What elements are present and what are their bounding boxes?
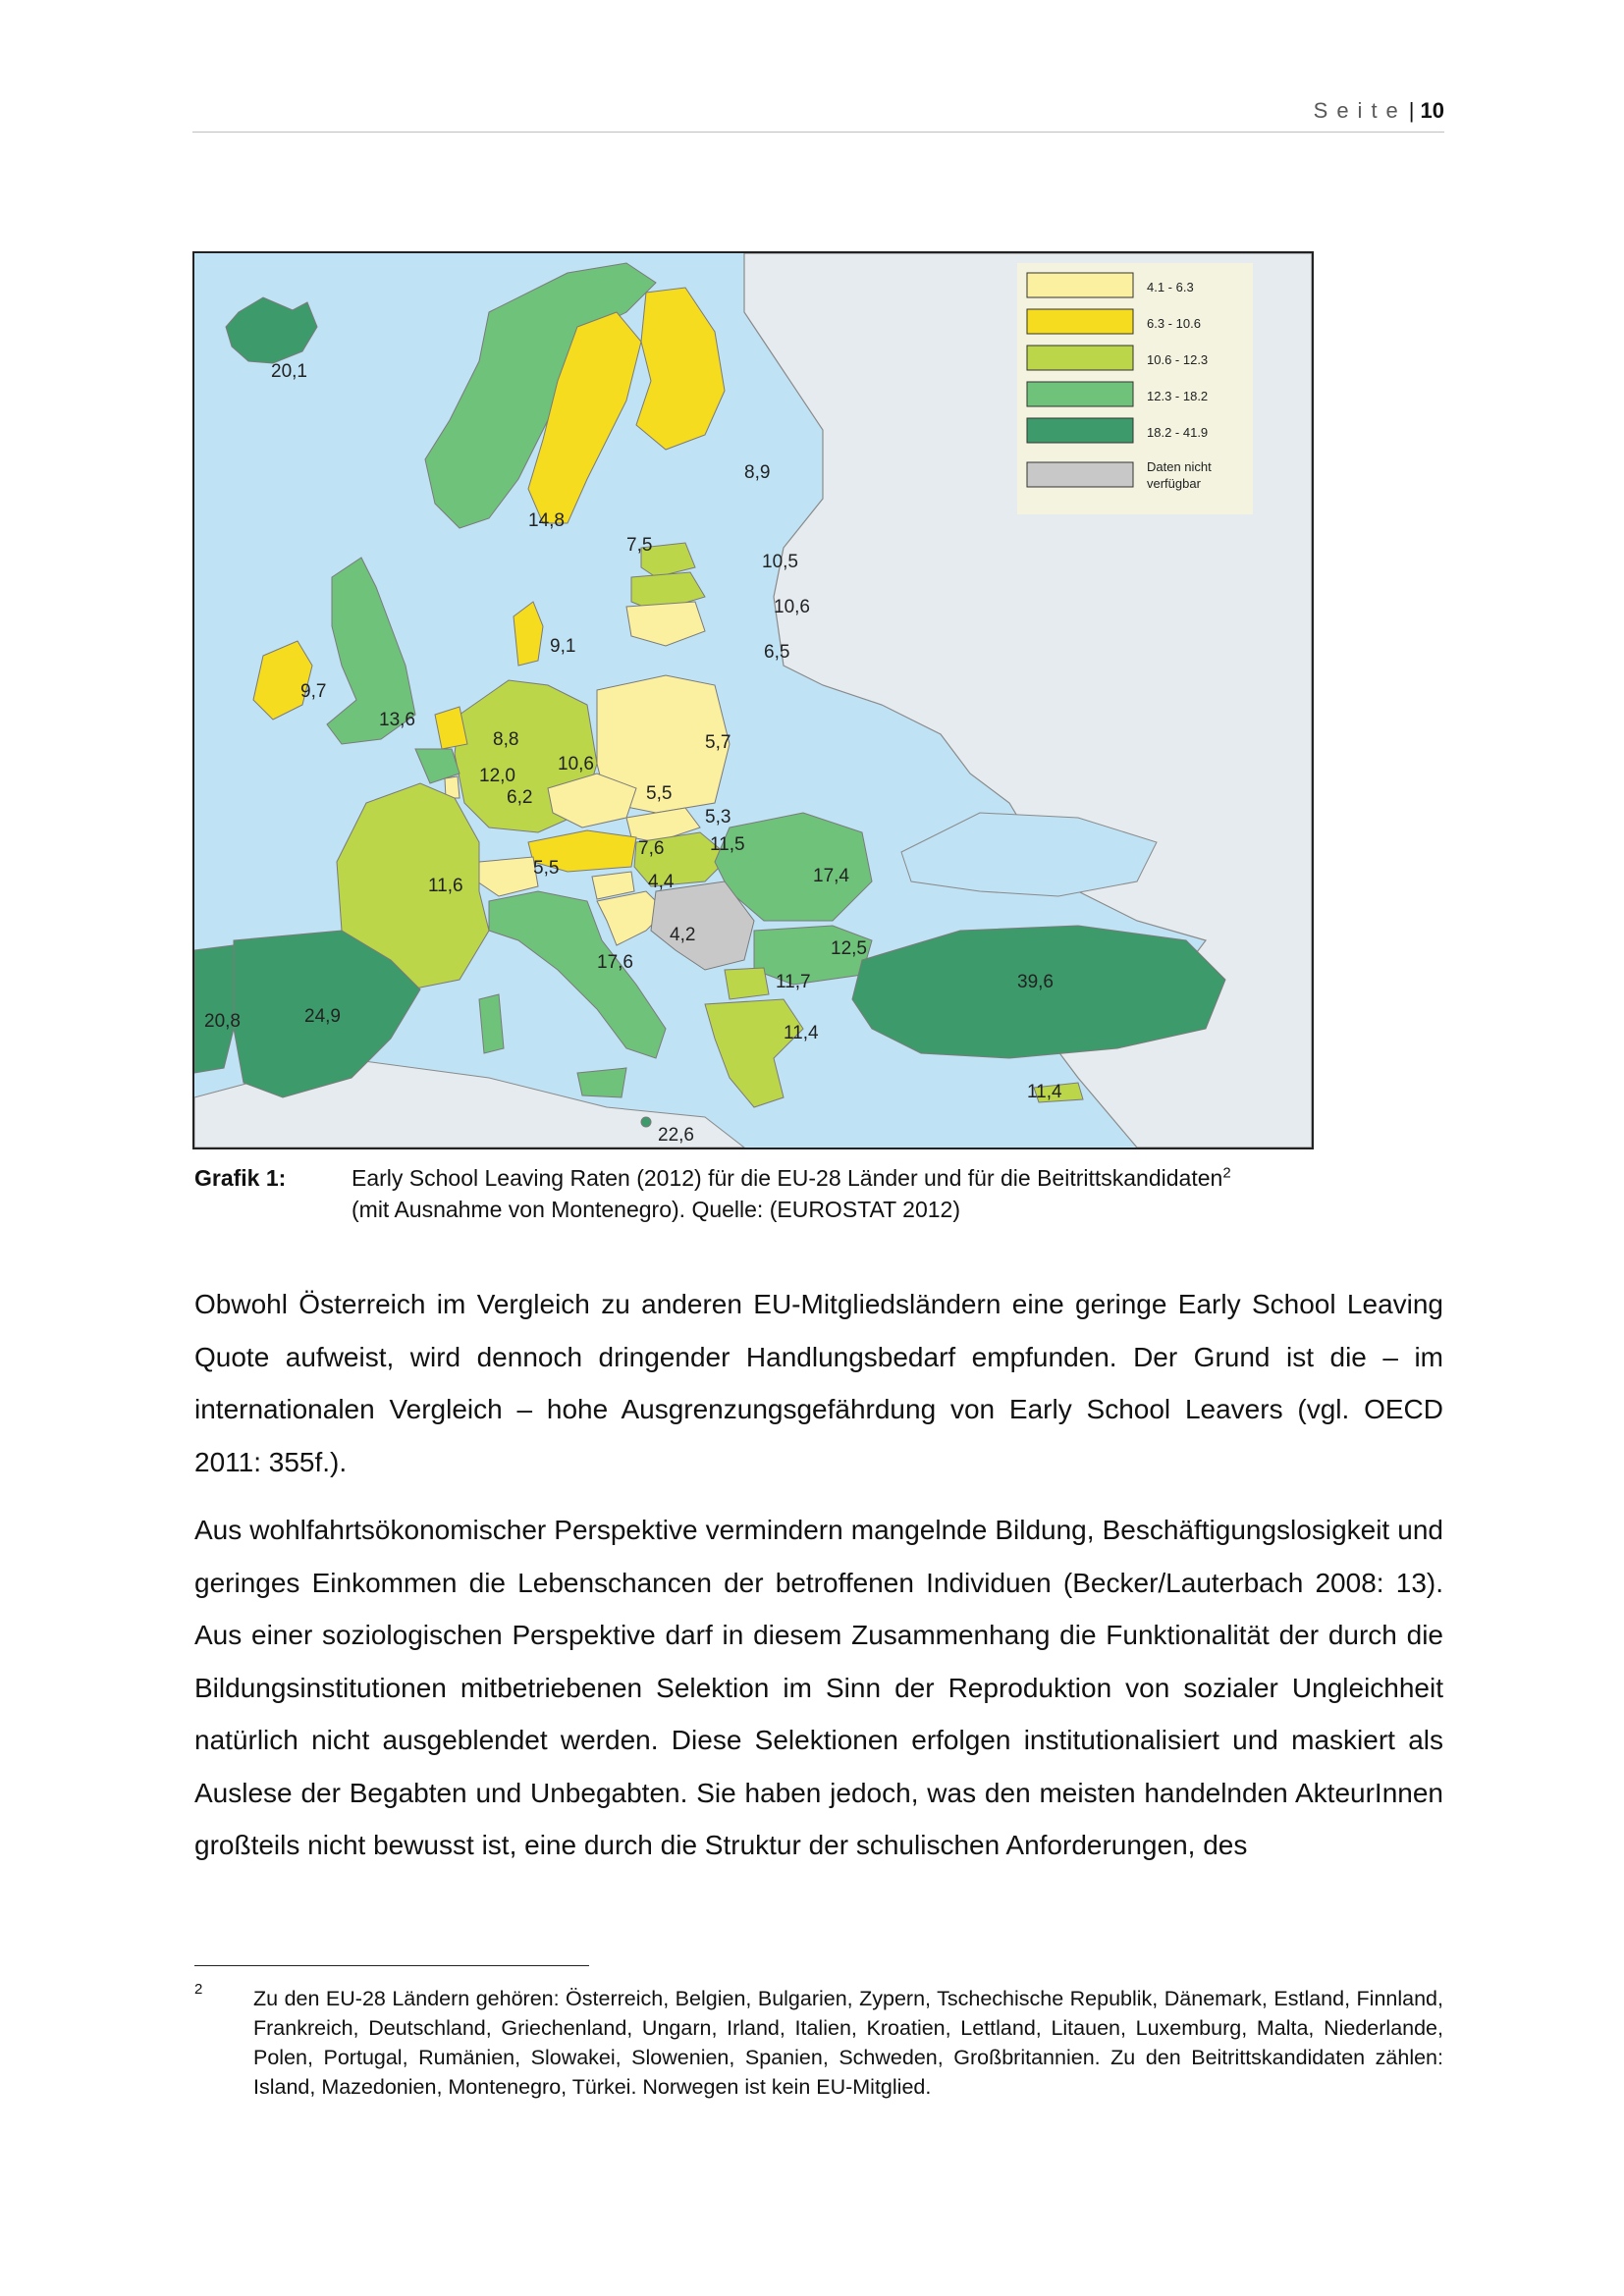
legend-swatch-5	[1027, 418, 1133, 443]
label-denmark: 9,1	[550, 636, 576, 657]
label-hungary: 11,5	[710, 834, 745, 855]
paragraph-2: Aus wohlfahrtsökonomischer Perspektive vermindern mangelnde Bildung, Beschäftigungslosigkeit und geringes Einkommen die Lebenschancen der betroffenen Individuen (Becker/Lauterbach 2008: 13). Aus einer soziologischen Perspektive darf in diesem Zusammenhang die Funktionalität der durch die Bildungsinstitutionen mitbetriebenen Selektion im Sinn der Reproduktion von sozialer Ungleichheit natürlich nicht ausgeblendet werden. Diese Selektionen erfolgen institutionalisiert und maskiert als Auslese der Begabten und Unbegabten. Sie haben jedoch, was den meisten handelnden AkteurInnen großteils nicht bewusst ist, eine durch die Struktur der schulischen Anforderungen, des	[194, 1515, 1443, 1860]
label-germany: 10,6	[558, 754, 594, 774]
label-switzerland: 5,5	[533, 858, 560, 879]
page-number: 10	[1420, 98, 1444, 123]
label-macedonia: 11,7	[776, 972, 811, 992]
map-svg	[194, 253, 1312, 1148]
legend-label-5: 18.2 - 41.9	[1147, 425, 1209, 440]
region-sicily	[577, 1068, 626, 1097]
label-greece: 11,4	[784, 1023, 819, 1043]
region-macedonia	[725, 968, 769, 999]
footnote-rule	[194, 1965, 589, 1966]
label-austria: 7,6	[638, 838, 665, 859]
label-slovakia: 5,3	[705, 807, 731, 828]
legend-swatch-6	[1027, 462, 1133, 487]
legend-label-4: 12.3 - 18.2	[1147, 389, 1209, 403]
header-text	[1314, 98, 1444, 124]
legend-label-3: 10.6 - 12.3	[1147, 352, 1209, 367]
label-croatia: 4,2	[670, 925, 696, 945]
europe-map	[192, 251, 1314, 1149]
caption-footnote-ref: 2	[1222, 1164, 1231, 1182]
legend-swatch-1	[1027, 273, 1133, 297]
legend-label-1: 4.1 - 6.3	[1147, 280, 1194, 294]
label-latvia: 10,6	[774, 597, 810, 617]
label-turkey: 39,6	[1017, 972, 1054, 992]
label-uk: 13,6	[379, 710, 415, 730]
label-cyprus: 11,4	[1027, 1082, 1062, 1102]
label-luxembourg: 6,2	[507, 787, 533, 808]
label-belgium: 12,0	[479, 766, 515, 786]
region-malta	[641, 1117, 651, 1127]
legend-label-2: 6.3 - 10.6	[1147, 316, 1201, 331]
label-poland: 5,7	[705, 732, 731, 753]
header-separator: |	[1408, 98, 1415, 123]
legend-swatch-4	[1027, 382, 1133, 406]
label-romania: 17,4	[813, 866, 849, 886]
label-iceland: 20,1	[271, 361, 307, 382]
footnote-text: Zu den EU-28 Ländern gehören: Österreich, Belgien, Bulgarien, Zypern, Tschechische Republik, Dänemark, Estland, Finnland, Frankreich, Deutschland, Griechenland, Ungarn, Irland, Italien, Kroatien, Lettland, Litauen, Luxemburg, Malta, Niederlande, Polen, Portugal, Rumänien, Slowakei, Slowenien, Spanien, Schweden, Großbritannien. Zu den Beitrittskandidaten zählen: Island, Mazedonien, Montenegro, Türkei. Norwegen ist kein EU-Mitglied.	[253, 1987, 1443, 2099]
legend-swatch-3	[1027, 346, 1133, 370]
region-portugal	[194, 945, 234, 1073]
label-czech: 5,5	[646, 783, 673, 804]
page-header	[192, 98, 1444, 133]
legend-label-6-line2: verfügbar	[1147, 476, 1201, 491]
label-portugal: 20,8	[204, 1011, 241, 1032]
label-malta: 22,6	[658, 1125, 694, 1146]
label-slovenia: 4,4	[648, 872, 675, 892]
label-bulgaria: 12,5	[831, 938, 867, 959]
label-france: 11,6	[428, 876, 463, 896]
caption-text-line1: Early School Leaving Raten (2012) für die EU-28 Länder und für die Beitrittskandidaten	[352, 1165, 1223, 1191]
label-lithuania: 6,5	[764, 642, 790, 663]
label-norway: 14,8	[528, 510, 565, 531]
footnote-number: 2	[194, 1981, 203, 1998]
label-netherlands: 8,8	[493, 729, 519, 750]
label-sweden: 7,5	[626, 535, 653, 556]
legend-swatch-2	[1027, 309, 1133, 334]
label-finland: 8,9	[744, 462, 771, 483]
caption-label: Grafik 1:	[194, 1165, 287, 1191]
caption-text	[352, 1162, 1451, 1225]
label-estonia: 10,5	[762, 552, 798, 572]
header-seite: Seite	[1313, 98, 1407, 123]
map-legend	[1017, 263, 1253, 514]
region-sardinia	[479, 994, 504, 1053]
label-spain: 24,9	[304, 1006, 341, 1027]
paragraph-1: Obwohl Österreich im Vergleich zu anderen EU-Mitgliedsländern eine geringe Early School Leaving Quote aufweist, wird dennoch dringender Handlungsbedarf empfunden. Der Grund ist die – im internationalen Vergleich – hohe Ausgrenzungsgefährdung von Early School Leavers (vgl. OECD 2011: 355f.).	[194, 1289, 1443, 1477]
legend-label-6-line1: Daten nicht	[1147, 459, 1212, 474]
caption-text-line2: (mit Ausnahme von Montenegro). Quelle: (EUROSTAT 2012)	[352, 1197, 960, 1222]
label-ireland: 9,7	[300, 681, 327, 702]
label-italy: 17,6	[597, 952, 633, 973]
